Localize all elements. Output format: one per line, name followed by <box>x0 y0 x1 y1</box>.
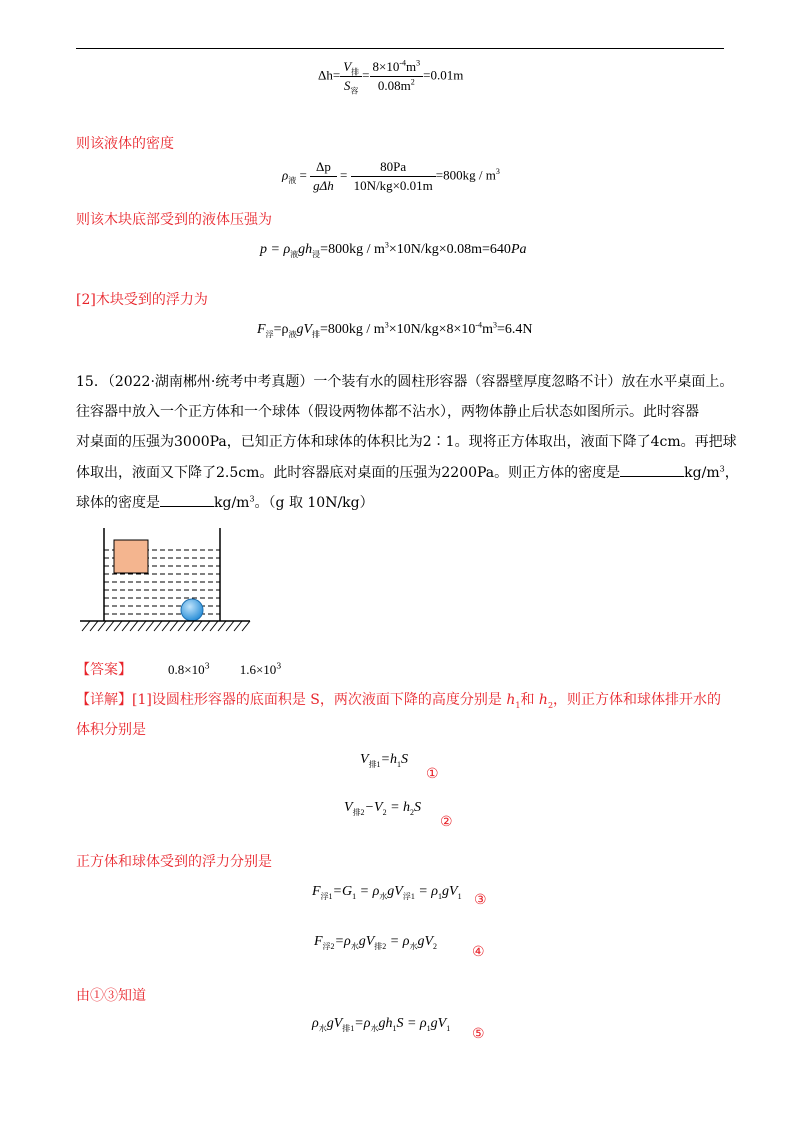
answer-blank-ball[interactable] <box>160 492 214 507</box>
marker-4: ④ <box>472 944 485 960</box>
question-15-line3: 对桌面的压强为3000Pa，已知正方体和球体的体积比为2∶1。现将正方体取出，液面下降了4cm。再把球 <box>76 434 737 450</box>
table-hatch <box>82 621 250 631</box>
text-density-intro: 则该液体的密度 <box>76 136 174 152</box>
marker-3: ③ <box>474 892 487 908</box>
text-forces-intro: 正方体和球体受到的浮力分别是 <box>76 854 272 870</box>
container-figure <box>80 528 255 640</box>
question-15-line2: 往容器中放入一个正方体和一个球体（假设两物体都不沾水），两物体静止后状态如图所示。此时容器 <box>76 404 699 420</box>
equation-delta-h: Δh= $\frac{V_排}{S_容}$ = $\frac{8\times 10^{-4}m^3}{0.08m^2}$ =0.01m <box>318 58 464 96</box>
ball <box>181 599 203 621</box>
equation-pressure: $p = \rho_液gh_浸=800kg / m^3\times 10N/kg\times 0.08m=640Pa$ <box>260 240 527 259</box>
cube <box>114 540 148 573</box>
text-buoyancy-intro: [2]木块受到的浮力为 <box>76 292 208 308</box>
equation-1: $V_{排1}=h_1S$ <box>360 752 409 769</box>
detail-line1: 【详解】[1]设圆柱形容器的底面积是 S，两次液面下降的高度分别是 $h_1$和 $h_2$，则正方体和球体排开水的 <box>76 692 722 710</box>
answer-line: 【答案】 $0.8\times 10^3$ $1.6\times 10^3$ <box>76 661 282 678</box>
marker-5: ⑤ <box>472 1026 485 1042</box>
header-rule <box>76 48 724 49</box>
question-15-line5: 球体的密度是 $kg/m^3$。（g 取 10N/kg） <box>76 492 374 513</box>
equation-2: $V_{排2}-V_2 = h_2S$ <box>344 800 422 817</box>
equation-5: $\rho_水gV_{排1}=\rho_水gh_1S = \rho_1gV_1$ <box>312 1016 451 1033</box>
equation-4: $F_{浮2}=\rho_水gV_{排2} = \rho_水gV_2$ <box>314 934 438 951</box>
equation-3: $F_{浮1}=G_1 = \rho_水gV_{浮1} = \rho_1gV_1$ <box>312 884 462 901</box>
text-pressure-intro: 则该木块底部受到的液体压强为 <box>76 212 272 228</box>
answer-blank-cube[interactable] <box>620 462 684 477</box>
equation-density: $\rho_液$ = $\frac{\Delta p}{\text{gΔh}}$ = $\frac{80Pa}{10N/kg\times 0.01m}$ $=800kg / m^3$ <box>282 159 500 193</box>
marker-2: ② <box>440 814 453 830</box>
marker-1: ① <box>426 766 439 782</box>
detail-line2: 体积分别是 <box>76 722 146 738</box>
question-15-line4: 体取出，液面又下降了2.5cm。此时容器底对桌面的压强为2200Pa。则正方体的密度是 $kg/m^3$， <box>76 462 739 483</box>
equation-buoyancy: $F_浮=\rho_液gV_排=800kg / m^3\times 10N/kg\times 8\times 10^{-4}m^3=6.4N$ <box>257 320 533 339</box>
text-known: 由①③知道 <box>76 988 146 1004</box>
question-15-line1: 15．（2022·湖南郴州·统考中考真题）一个装有水的圆柱形容器（容器壁厚度忽略不计）放在水平桌面上。 <box>76 374 734 390</box>
